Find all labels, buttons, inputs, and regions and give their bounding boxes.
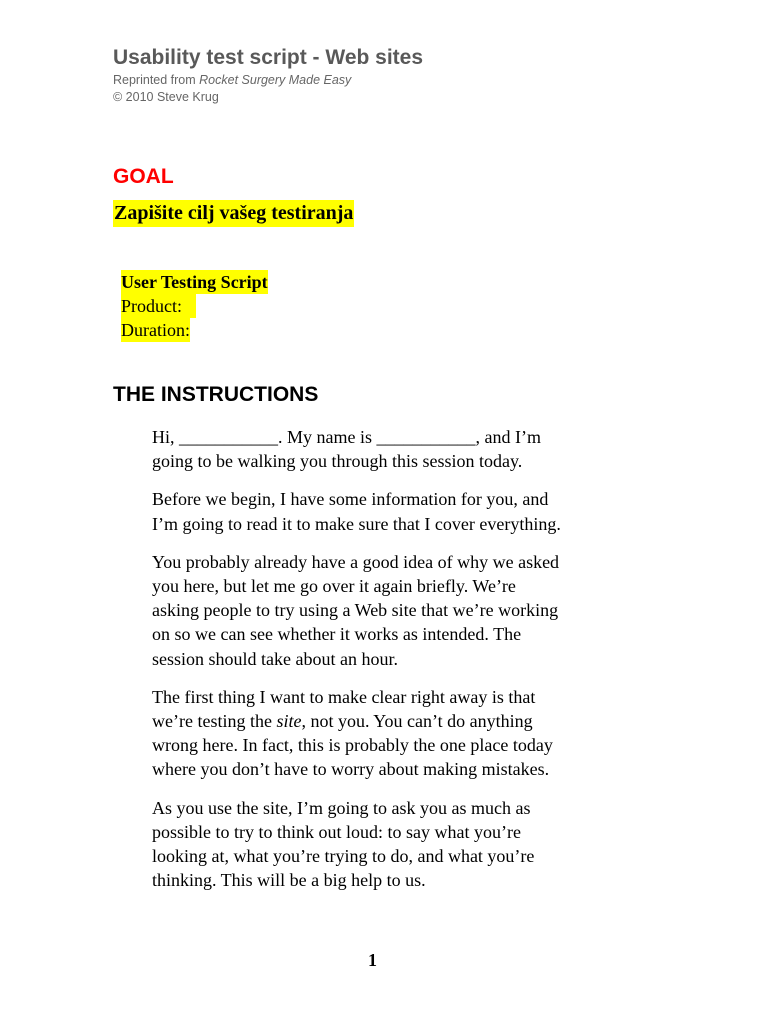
emphasized-word: site [276, 711, 302, 732]
text-line: session should take about an hour. [152, 648, 398, 669]
text-line: Before we begin, I have some information for you, and [152, 489, 549, 510]
text-line: thinking. This will be a big help to us. [152, 870, 426, 891]
text-line: The first thing I want to make clear right away is that [152, 686, 536, 707]
text-line: You probably already have a good idea of why we asked [152, 551, 560, 572]
text-line: I’m going to read it to make sure that I cover everything. [152, 513, 561, 534]
goal-text: Zapišite cilj vašeg testiranja [113, 200, 354, 227]
goal-heading: GOAL [113, 165, 174, 188]
text-line: Hi, ___________. My name is ___________, and I’m [152, 427, 541, 447]
text-line: where you don’t have to worry about making mistakes. [152, 759, 550, 780]
text-line: asking people to try using a Web site that we’re working [152, 600, 559, 621]
reprint-credit [113, 73, 351, 87]
text-line: wrong here. In fact, this is probably the one place today [152, 735, 553, 756]
product-label-text: Product: [121, 296, 182, 316]
script-title: User Testing Script [121, 272, 268, 292]
text-line: going to be walking you through this session today. [152, 451, 523, 472]
reprint-prefix: Reprinted from [113, 73, 200, 87]
instructions-paragraph-3 [152, 550, 622, 671]
instructions-paragraph-2 [152, 487, 622, 535]
instructions-paragraph-1 [152, 425, 622, 473]
copyright-notice: © 2010 Steve Krug [113, 90, 219, 104]
text-line: As you use the site, I’m going to ask you as much as [152, 797, 531, 818]
instructions-paragraph-5 [152, 796, 622, 893]
text-line [152, 709, 622, 733]
book-title: Rocket Surgery Made Easy [199, 73, 352, 87]
instructions-paragraph-4 [152, 685, 622, 782]
page-number: 1 [368, 950, 377, 970]
text-fragment: we’re testing the [152, 711, 277, 732]
text-line: on so we can see whether it works as intended. The [152, 624, 522, 645]
instructions-body [152, 425, 622, 906]
text-line: looking at, what you’re trying to do, and what you’re [152, 846, 535, 867]
text-fragment: , not you. You can’t do anything [301, 711, 533, 732]
document-title: Usability test script - Web sites [113, 46, 424, 69]
text-line: you here, but let me go over it again briefly. We’re [152, 576, 516, 597]
duration-label: Duration: [121, 320, 190, 340]
script-info-block [121, 270, 268, 342]
instructions-heading: THE INSTRUCTIONS [113, 383, 319, 406]
product-label [121, 294, 196, 318]
text-line: possible to try to think out loud: to say what you’re [152, 821, 521, 842]
